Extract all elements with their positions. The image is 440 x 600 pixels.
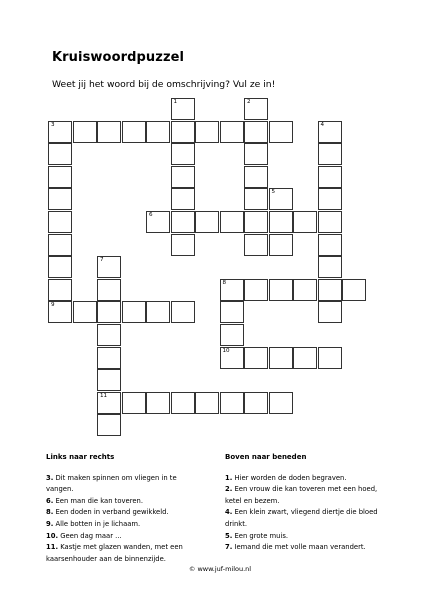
crossword-cell[interactable] <box>146 121 170 143</box>
crossword-cell[interactable] <box>48 301 72 323</box>
across-clue-list <box>46 473 206 566</box>
crossword-cell[interactable] <box>122 121 146 143</box>
down-clues <box>225 452 395 554</box>
cell-number: 4 <box>320 121 325 128</box>
clue-item <box>46 519 206 531</box>
crossword-cell[interactable] <box>244 98 268 120</box>
clue-text: Een vrouw die kan toveren met een hoed, ketel en bezem. <box>225 485 378 505</box>
crossword-cell[interactable] <box>220 301 244 323</box>
crossword-cell[interactable] <box>48 234 72 256</box>
crossword-cell[interactable] <box>220 121 244 143</box>
crossword-cell[interactable] <box>48 211 72 233</box>
crossword-cell[interactable] <box>318 143 342 165</box>
clue-item <box>225 531 395 543</box>
crossword-cell[interactable] <box>146 392 170 414</box>
crossword-cell[interactable] <box>146 211 170 233</box>
clue-text: Een man die kan toveren. <box>53 496 143 505</box>
crossword-cell[interactable] <box>220 211 244 233</box>
clue-text: Kastje met glazen wanden, met een kaarsenhouder aan de binnenzijde. <box>46 543 183 563</box>
crossword-cell[interactable] <box>48 143 72 165</box>
clue-text: Alle botten in je lichaam. <box>53 519 141 528</box>
cell-number: 1 <box>173 99 178 105</box>
crossword-cell[interactable] <box>171 188 195 210</box>
clue-number: 9. <box>46 519 54 528</box>
clue-text: Dit maken spinnen om vliegen in te vangen. <box>46 473 177 494</box>
cell-number: 11 <box>100 392 108 399</box>
clue-item <box>46 496 206 508</box>
clue-number: 5. <box>225 531 233 540</box>
clue-item <box>46 531 206 543</box>
crossword-cell[interactable] <box>97 121 121 143</box>
cell-number: 10 <box>222 347 230 354</box>
crossword-cell[interactable] <box>318 121 342 143</box>
crossword-cell[interactable] <box>171 166 195 188</box>
clue-item <box>225 542 395 554</box>
crossword-cell[interactable] <box>171 143 195 165</box>
crossword-cell[interactable] <box>244 143 268 165</box>
crossword-cell[interactable] <box>195 392 219 414</box>
crossword-cell[interactable] <box>97 369 121 391</box>
down-clue-list <box>225 473 395 554</box>
crossword-cell[interactable] <box>122 392 146 414</box>
crossword-cell[interactable] <box>220 279 244 301</box>
clue-text: Iemand die met volle maan verandert. <box>232 543 366 552</box>
clue-number: 11. <box>46 543 59 552</box>
crossword-cell[interactable] <box>318 188 342 210</box>
page-title: Kruiswoordpuzzel <box>52 50 185 65</box>
crossword-cell[interactable] <box>171 234 195 256</box>
clue-item <box>225 507 395 530</box>
crossword-cell[interactable] <box>97 301 121 323</box>
cell-number: 6 <box>149 212 153 218</box>
crossword-cell[interactable] <box>269 211 293 233</box>
clue-number: 8. <box>46 508 54 517</box>
cell-number: 9 <box>51 302 55 309</box>
clue-number: 6. <box>46 496 54 505</box>
crossword-cell[interactable] <box>97 347 121 369</box>
crossword-cell[interactable] <box>318 234 342 256</box>
crossword-cell[interactable] <box>244 392 268 414</box>
crossword-cell[interactable] <box>244 234 268 256</box>
crossword-cell[interactable] <box>220 324 244 346</box>
crossword-cell[interactable] <box>97 324 121 346</box>
clue-text: Hier worden de doden begraven. <box>232 473 347 482</box>
crossword-cell[interactable] <box>318 211 342 233</box>
cell-number: 7 <box>100 257 104 264</box>
crossword-cell[interactable] <box>122 301 146 323</box>
crossword-cell[interactable] <box>73 121 97 143</box>
clue-text: Een grote muis. <box>232 531 289 540</box>
clue-number: 2. <box>225 485 233 494</box>
crossword-cell[interactable] <box>48 188 72 210</box>
crossword-cell[interactable] <box>244 166 268 188</box>
instruction-text: Weet jij het woord bij de omschrijving? Vul ze in! <box>52 79 276 90</box>
crossword-cell[interactable] <box>244 347 268 369</box>
crossword-cell[interactable] <box>97 279 121 301</box>
crossword-cell[interactable] <box>293 211 317 233</box>
cell-number: 3 <box>51 121 55 128</box>
crossword-cell[interactable] <box>171 98 195 120</box>
crossword-cell[interactable] <box>171 392 195 414</box>
crossword-cell[interactable] <box>171 301 195 323</box>
cell-number: 5 <box>271 189 276 196</box>
clue-number: 1. <box>225 473 233 482</box>
across-heading: Links naar rechts <box>46 453 115 461</box>
clue-text: Geen dag maar ... <box>58 531 122 540</box>
crossword-cell[interactable] <box>269 392 293 414</box>
across-clues <box>46 452 206 565</box>
cell-number: 2 <box>247 99 251 105</box>
clue-item <box>225 473 395 485</box>
clue-item <box>46 507 206 519</box>
clue-item <box>46 473 206 496</box>
crossword-cell[interactable] <box>318 347 342 369</box>
crossword-cell[interactable] <box>48 121 72 143</box>
crossword-cell[interactable] <box>48 279 72 301</box>
clue-number: 7. <box>225 543 233 552</box>
crossword-cell[interactable] <box>171 121 195 143</box>
crossword-cell[interactable] <box>220 392 244 414</box>
crossword-cell[interactable] <box>97 392 121 414</box>
crossword-cell[interactable] <box>318 301 342 323</box>
crossword-cell[interactable] <box>48 166 72 188</box>
clue-item <box>225 484 395 507</box>
crossword-cell[interactable] <box>244 121 268 143</box>
crossword-cell[interactable] <box>73 301 97 323</box>
crossword-cell[interactable] <box>97 414 121 436</box>
crossword-cell[interactable] <box>97 256 121 278</box>
clue-item <box>46 542 206 565</box>
crossword-cell[interactable] <box>318 166 342 188</box>
crossword-cell[interactable] <box>269 347 293 369</box>
crossword-cell[interactable] <box>318 256 342 278</box>
clue-text: Een klein zwart, vliegend diertje die bloed drinkt. <box>225 508 378 528</box>
clue-number: 4. <box>225 508 233 517</box>
crossword-cell[interactable] <box>244 188 268 210</box>
crossword-cell[interactable] <box>269 279 293 301</box>
crossword-cell[interactable] <box>244 279 268 301</box>
crossword-cell[interactable] <box>171 211 195 233</box>
crossword-cell[interactable] <box>269 121 293 143</box>
down-heading: Boven naar beneden <box>225 453 307 461</box>
crossword-cell[interactable] <box>342 279 366 301</box>
crossword-cell[interactable] <box>293 279 317 301</box>
crossword-cell[interactable] <box>269 234 293 256</box>
crossword-cell[interactable] <box>195 121 219 143</box>
crossword-cell[interactable] <box>244 211 268 233</box>
crossword-cell[interactable] <box>195 211 219 233</box>
clue-number: 3. <box>46 473 54 482</box>
crossword-cell[interactable] <box>318 279 342 301</box>
crossword-cell[interactable] <box>269 188 293 210</box>
cell-number: 8 <box>222 279 227 286</box>
clue-number: 10. <box>46 531 59 540</box>
clue-text: Een doden in verband gewikkeld. <box>53 508 169 517</box>
crossword-cell[interactable] <box>220 347 244 369</box>
crossword-cell[interactable] <box>146 301 170 323</box>
crossword-cell[interactable] <box>293 347 317 369</box>
crossword-cell[interactable] <box>48 256 72 278</box>
copyright-footer: © www.juf-milou.nl <box>188 565 252 573</box>
